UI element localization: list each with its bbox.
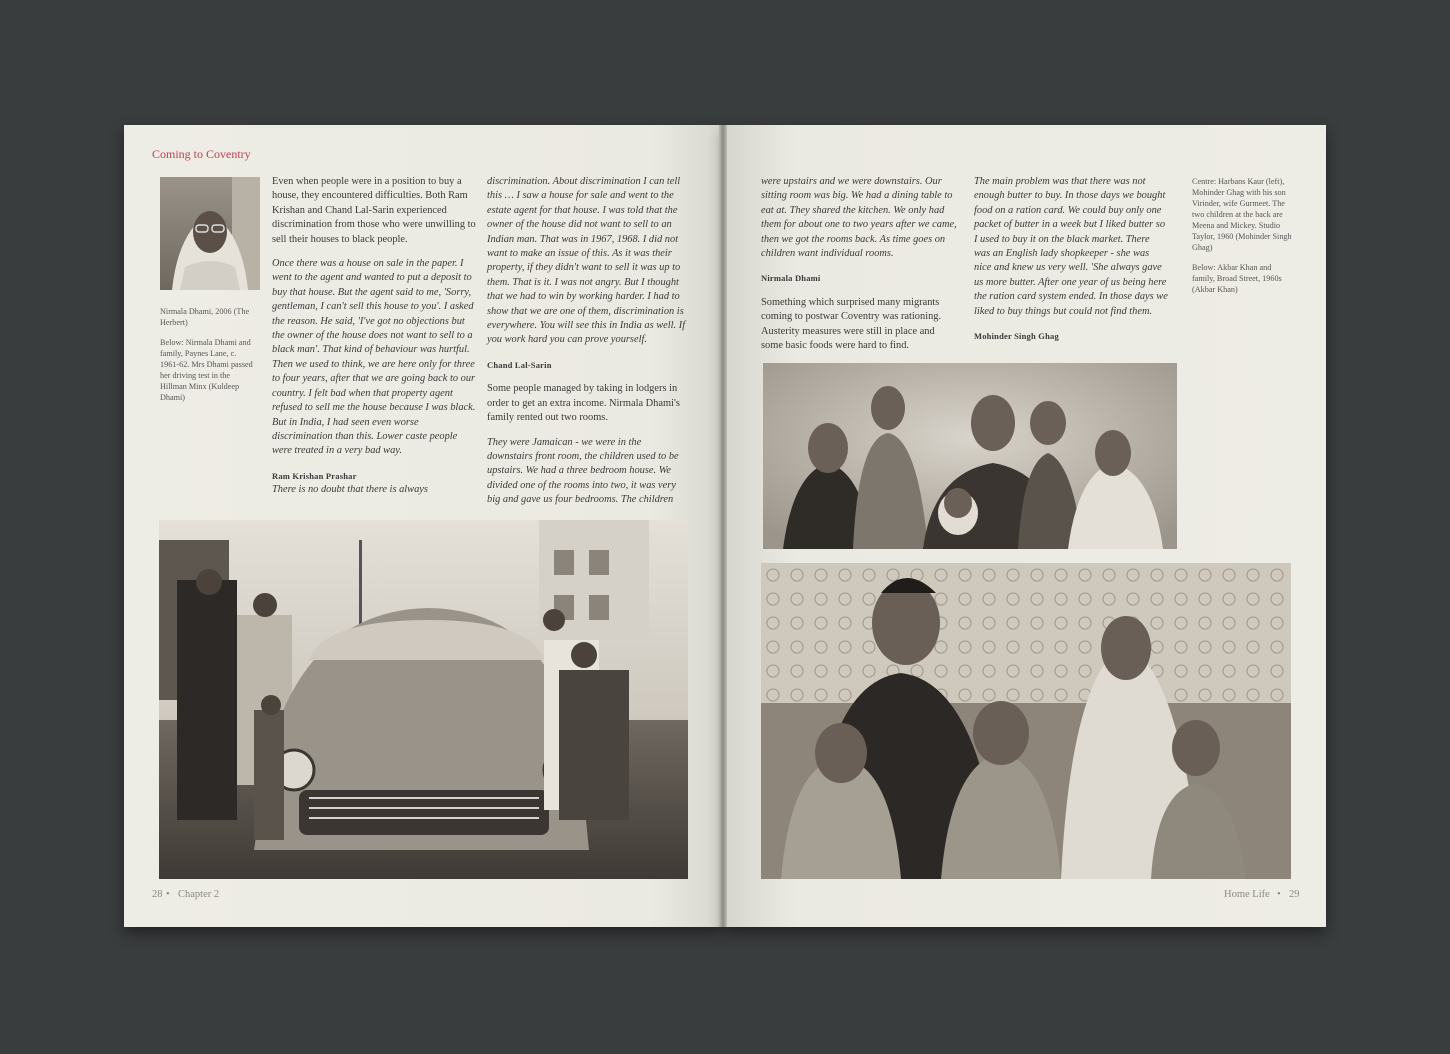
sarin-attribution: Chand Lal-Sarin <box>487 359 552 370</box>
ghag-attribution: Mohinder Singh Ghag <box>974 331 1059 342</box>
prashar-attribution: Ram Krishan Prashar <box>272 470 357 481</box>
left-folio-number: 28 <box>152 889 163 900</box>
right-column-2 <box>974 175 1168 353</box>
right-folio-separator: • <box>1277 889 1281 900</box>
portrait-photo <box>160 177 260 290</box>
right-captions <box>1192 176 1292 304</box>
dhami-quote: They were Jamaican - we were in the downstairs front room, the children used to be upstairs. We had a three bedroom house. We divided one of the rooms into two, it was very big and gave us four bedrooms. The children <box>487 436 679 506</box>
left-column-2 <box>487 175 688 518</box>
portrait-caption-block <box>160 306 256 412</box>
lodgers-paragraph: Some people managed by taking in lodgers in order to get an extra income. Nirmala Dhami's family rented out two rooms. <box>487 383 680 424</box>
car-family-photo <box>159 520 688 879</box>
rationing-paragraph: Something which surprised many migrants coming to postwar Coventry was rationing. Austerity measures were still in place and some basic foods were hard to find. <box>761 296 942 352</box>
prashar-quote: Once there was a house on sale in the paper. I went to the agent and wanted to put a deposit to buy that house. But the agent said to me, 'Sorry, gentleman, I can't sell this house to you'. I asked the reason. He said, 'I've got no objections but the owner of the house does not want to sell to a black man'. That kind of behaviour was hurtful. Then we used to think, we are here only for three to four years, after that we are going back to our country. I felt bad when that property agent refused to sell me the house because I was black. But in India, I had seen even worse discrimination than this. Lower caste people were treated in a very bad way. <box>272 258 476 457</box>
spine-gutter <box>719 125 727 927</box>
left-column-1 <box>272 175 476 508</box>
left-folio-label: Chapter 2 <box>178 889 220 900</box>
right-column-1 <box>761 175 957 363</box>
running-head: Coming to Coventry <box>152 147 251 161</box>
centre-photo-caption: Centre: Harbans Kaur (left), Mohinder Ghag with his son Virinder, wife Gurmeet. The two children at the back are Meena and Mickey. Studio Taylor, 1960 (Mohinder Singh Ghag) <box>1192 177 1292 252</box>
left-folio-separator: • <box>166 889 170 900</box>
portrait-caption: Nirmala Dhami, 2006 (The Herbert) <box>160 307 250 327</box>
right-folio-label: Home Life <box>1224 889 1270 900</box>
below-photo-caption: Below: Akbar Khan and family, Broad Street, 1960s (Akbar Khan) <box>1192 263 1282 294</box>
intro-paragraph: Even when people were in a position to buy a house, they encountered difficulties. Both Ram Krishan and Chand Lal-Sarin experienced discrimination from those who were unwilling to sell their houses to black people. <box>272 176 476 245</box>
sarin-quote-continued: discrimination. About discrimination I can tell this … I saw a house for sale and went to the estate agent for that house. I was told that the owner of the house did not want to sell to an Indian man. That was in 1967, 1968. I did not want to make an issue of this. As it was their property, if they didn't want to sell it was up to them. That is it. I was not angry. But I thought that we had to win by working harder. I had to show that we are one of them, discrimination is everywhere. You will see this in India as well. If you work hard you can prove yourself. <box>487 176 686 346</box>
car-photo-caption: Below: Nirmala Dhami and family, Paynes Lane, c. 1961-62. Mrs Dhami passed her driving test in the Hillman Minx (Kuldeep Dhami) <box>160 338 253 402</box>
dhami-attribution: Nirmala Dhami <box>761 273 821 284</box>
dhami-quote-continued: were upstairs and we were downstairs. Our sitting room was big. We had a dining table to eat at. They shared the kitchen. We only had them for about one to two years after we came, then we got the rooms back. As time goes on children want individual rooms. <box>761 176 957 260</box>
khan-family-photo <box>761 563 1291 879</box>
ghag-quote: The main problem was that there was not enough butter to buy. In those days we bought food on a ration card. We could buy only one packet of butter in a week but I liked butter so I used to buy it on the black market. There was an English lady shopkeeper - she was nice and knew us very well. 'She always gave us more butter. After one year of us being here the ration card system ended. In those days we liked to buy things but could not find them. <box>974 176 1168 317</box>
studio-family-photo <box>763 363 1177 549</box>
right-folio-number: 29 <box>1289 889 1300 900</box>
sarin-quote-start: There is no doubt that there is always <box>272 484 428 496</box>
